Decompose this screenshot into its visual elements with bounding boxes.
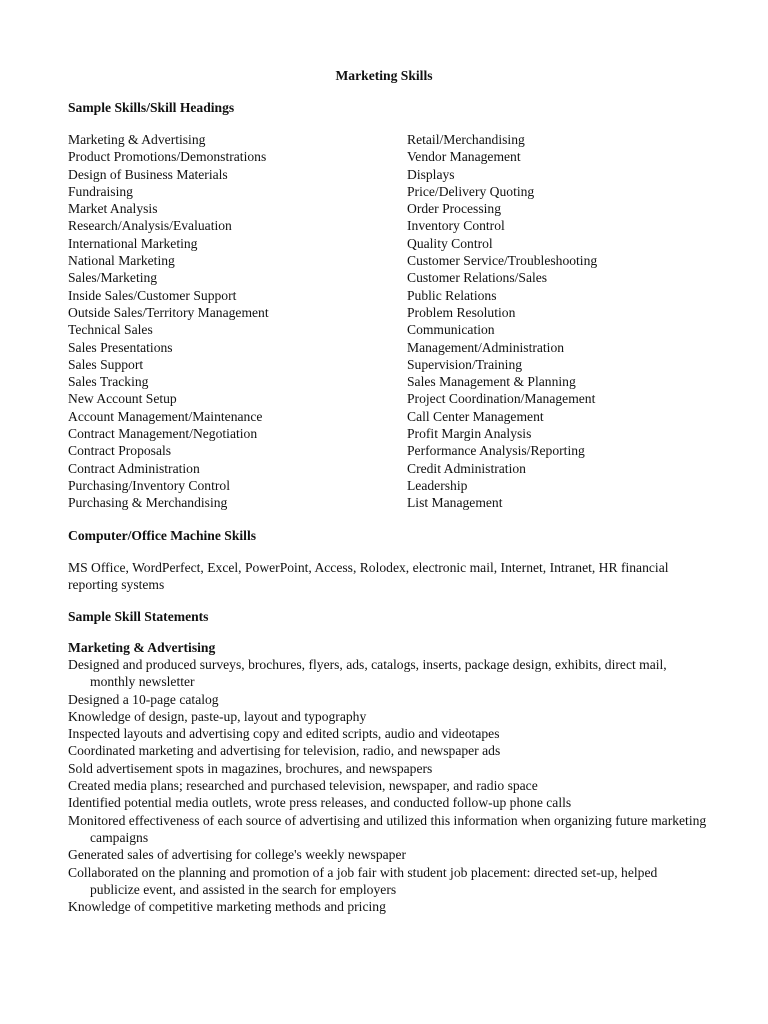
computer-skills-heading: Computer/Office Machine Skills [68,528,257,543]
skill-statement: Inspected layouts and advertising copy and edited scripts, audio and videotapes [68,726,500,742]
skill-item: Public Relations [407,287,497,303]
skills-list-right [407,131,597,512]
skill-item: Call Center Management [407,408,544,424]
skill-item: Inventory Control [407,218,505,234]
skill-item: Profit Margin Analysis [407,426,532,442]
skill-statement: Knowledge of design, paste-up, layout and typography [68,708,367,724]
skill-item: Retail/Merchandising [407,132,525,147]
skill-item: Management/Administration [407,339,565,355]
skill-item: Sales Support [68,356,144,372]
skill-item: Design of Business Materials [68,166,228,182]
skill-statement: Coordinated marketing and advertising for television, radio, and newspaper ads [68,743,501,759]
skill-item: Order Processing [407,201,502,217]
skill-statements-heading: Sample Skill Statements [68,609,209,624]
skill-item: Technical Sales [68,322,153,338]
skill-statement: Designed a 10-page catalog [68,691,219,707]
skill-statement: Designed and produced surveys, brochures, flyers, ads, catalogs, inserts, package design, exhibits, direct mail, monthly newsletter [68,657,667,690]
skill-item: Research/Analysis/Evaluation [68,218,232,234]
skill-item: Vendor Management [407,149,521,165]
skill-item: Supervision/Training [407,356,523,372]
skill-item: Project Coordination/Management [407,391,596,407]
skill-item: Product Promotions/Demonstrations [68,149,267,165]
skill-item: Marketing & Advertising [68,132,206,147]
skill-statement: Monitored effectiveness of each source of advertising and utilized this information when organizing future marketing campaigns [68,812,707,845]
skill-item: National Marketing [68,253,175,269]
skill-item: Leadership [407,477,468,493]
skills-list-left [68,131,269,512]
skill-item: Contract Proposals [68,443,172,459]
skill-statement: Identified potential media outlets, wrote press releases, and conducted follow-up phone calls [68,795,572,811]
skill-item: Sales/Marketing [68,270,158,286]
skill-item: New Account Setup [68,391,177,407]
skill-item: Contract Administration [68,460,200,476]
skill-item: Performance Analysis/Reporting [407,443,585,459]
sample-skills-heading: Sample Skills/Skill Headings [68,100,235,115]
skill-item: Communication [407,322,495,338]
skill-item: International Marketing [68,235,198,251]
skill-item: Purchasing & Merchandising [68,495,228,511]
skill-statement: Knowledge of competitive marketing methods and pricing [68,899,386,915]
skill-item: Problem Resolution [407,304,516,320]
skill-item: Sales Tracking [68,374,149,390]
skill-item: Quality Control [407,235,493,251]
skill-item: Purchasing/Inventory Control [68,477,230,493]
skill-item: Inside Sales/Customer Support [68,287,237,303]
marketing-advertising-subheading: Marketing & Advertising [68,640,216,655]
skill-item: Credit Administration [407,460,526,476]
skill-item: Outside Sales/Territory Management [68,304,269,320]
skill-item: Displays [407,166,455,182]
skill-statement: Generated sales of advertising for college's weekly newspaper [68,847,407,863]
skill-item: Market Analysis [68,201,158,217]
skill-item: Customer Service/Troubleshooting [407,253,598,269]
skill-statement: Sold advertisement spots in magazines, brochures, and newspapers [68,760,433,776]
skill-statement: Created media plans; researched and purchased television, newspaper, and radio space [68,778,538,794]
skill-item: Contract Management/Negotiation [68,426,258,442]
skill-item: Customer Relations/Sales [407,270,548,286]
skill-item: Sales Management & Planning [407,374,576,390]
computer-skills-text: MS Office, WordPerfect, Excel, PowerPoint, Access, Rolodex, electronic mail, Internet, Intranet, HR financial reporting systems [68,560,669,593]
skill-item: Account Management/Maintenance [68,408,263,424]
document-title: Marketing Skills [335,68,433,83]
skill-item: Fundraising [68,183,133,199]
skill-item: List Management [407,495,503,511]
skill-item: Sales Presentations [68,339,173,355]
skill-item: Price/Delivery Quoting [407,183,535,199]
skill-statements-list [68,656,708,915]
skill-statement: Collaborated on the planning and promotion of a job fair with student job placement: directed set-up, helped publicize event, and assisted in the search for employers [68,864,658,897]
